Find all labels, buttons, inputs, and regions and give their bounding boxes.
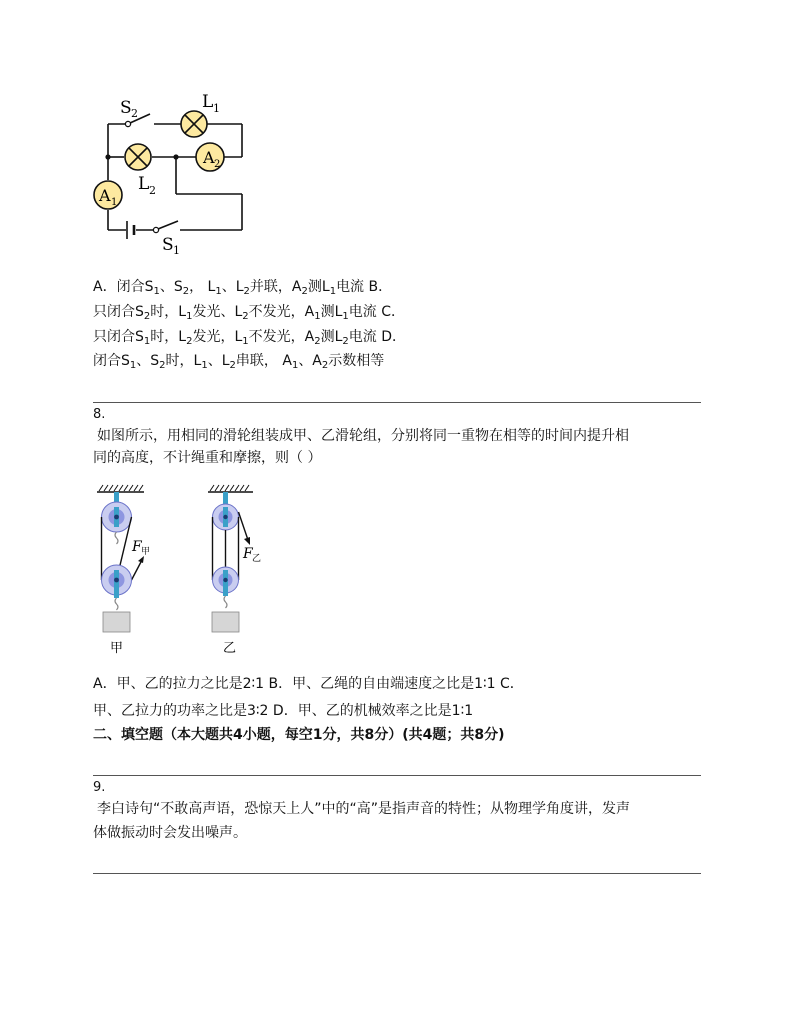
q7-options-line-4: 闭合$S_1$、$S_2$时，$L_1$、$L_2$串联， $A_1$、$A_2$示数相等: [93, 353, 385, 371]
q8-stem-line-2: 同的高度，不计绳重和摩擦，则（ ）: [93, 450, 322, 466]
q8-number: 8.: [93, 407, 106, 422]
pulley-figure-yi: [203, 482, 273, 657]
divider: [93, 873, 701, 874]
q7-options-line-1: A．闭合$S_1$、$S_2$， $L_1$、$L_2$并联，$A_2$测$L_1$电流 B．: [93, 279, 393, 297]
circuit-s2-label: S: [120, 98, 132, 118]
pulley-jia-label: 甲: [110, 641, 124, 656]
circuit-a1-sub: 1: [111, 197, 118, 208]
circuit-s2-sub: 2: [131, 107, 138, 120]
circuit-a2-sub: 2: [214, 159, 221, 170]
divider: [93, 775, 701, 776]
q7-options-line-3: 只闭合$S_1$时，$L_2$发光，$L_1$不发光，$A_2$测$L_2$电流 D．: [93, 329, 407, 347]
circuit-l2-label: L: [138, 174, 150, 194]
q8-options-line-2: 甲、乙拉力的功率之比是3∶2 D．甲、乙的机械效率之比是1∶1: [93, 703, 474, 719]
pulley-jia-force-label: F: [132, 539, 142, 555]
section-heading: 二、填空题（本大题共4小题，每空1分，共8分）(共4题；共8分): [93, 727, 505, 743]
pulley-jia-force-sub: 甲: [141, 547, 151, 557]
q9-number: 9.: [93, 780, 106, 795]
circuit-l2-sub: 2: [149, 184, 156, 197]
lamp-l1-icon: [181, 111, 207, 137]
circuit-a1-label: A: [99, 186, 111, 205]
q9-stem-line-2: 体做振动时会发出噪声。: [93, 825, 247, 841]
pulley-yi-force-label: F: [243, 546, 253, 562]
pulley-yi-label: 乙: [223, 641, 237, 656]
circuit-s1-sub: 1: [173, 244, 180, 257]
ammeter-a1-icon: [94, 181, 122, 209]
circuit-s1-label: S: [162, 235, 174, 255]
lamp-l2-icon: [125, 144, 151, 170]
q9-stem-line-1: 李白诗句“不敢高声语，恐惊天上人”中的“高”是指声音的特性；从物理学角度讲，发声: [97, 801, 631, 817]
q7-options-line-2: 只闭合$S_2$时，$L_1$发光、$L_2$不发光，$A_1$测$L_1$电流 C．: [93, 304, 406, 322]
circuit-diagram: [90, 88, 260, 258]
circuit-l1-sub: 1: [213, 102, 220, 115]
pulley-figure-jia: [92, 482, 162, 657]
divider: [93, 402, 701, 403]
q8-options-line-1: A．甲、乙的拉力之比是2∶1 B．甲、乙绳的自由端速度之比是1∶1 C．: [93, 676, 524, 692]
circuit-a2-label: A: [203, 148, 215, 167]
ammeter-a2-icon: [196, 143, 224, 171]
q8-stem-line-1: 如图所示，用相同的滑轮组装成甲、乙滑轮组，分别将同一重物在相等的时间内提升相: [97, 428, 629, 444]
circuit-l1-label: L: [202, 92, 214, 112]
pulley-yi-force-sub: 乙: [252, 554, 262, 564]
